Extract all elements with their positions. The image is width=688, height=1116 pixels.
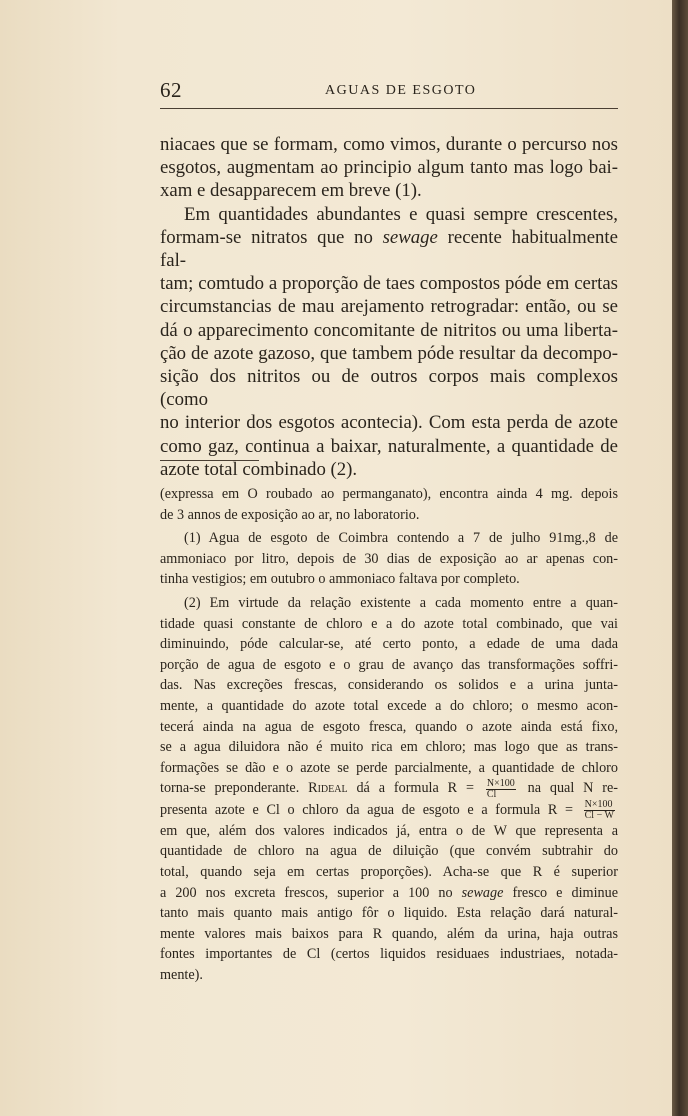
note-line: porção de agua de esgoto e o grau de avanço das transformações soffri-: [160, 656, 618, 673]
text-line: xam e desapparecem em breve (1).: [160, 180, 422, 202]
page-edge: [672, 0, 688, 1116]
note-line: [160, 883, 618, 904]
text-line: Em quantidades abundantes e quasi sempre crescentes,: [184, 203, 618, 225]
footnote-rule: [160, 460, 259, 461]
text-line: sição dos nitritos ou de outros corpos mais complexos (como: [160, 366, 618, 411]
footnote-1: [160, 528, 618, 590]
text-line: no interior dos esgotos acontecia). Com esta perda de azote: [160, 412, 618, 434]
note-line: formações se dão e o azote se perde parcialmente, a quantidade de chloro: [160, 759, 618, 776]
text-span: presenta azote e Cl o chloro da agua de esgoto e a formula R =: [160, 801, 581, 818]
emphasis-sewage: sewage: [461, 884, 504, 901]
note-line: (expressa em O roubado ao permanganato), encontra ainda 4 mg. depois: [160, 486, 618, 502]
page-number: 62: [160, 78, 182, 102]
text-line: circumstancias de mau arejamento retrogradar: então, ou se: [160, 296, 618, 318]
note-line: total, quando seja em certas proporções). Acha-se que R é superior: [160, 863, 618, 880]
note-line: diminuindo, póde calcular-se, até certo ponto, a edade de uma dada: [160, 636, 618, 653]
running-title: AGUAS DE ESGOTO: [325, 83, 477, 98]
note-line: quantidade de chloro na agua de diluição (que convém subtrahir do: [160, 843, 618, 860]
note-line: em que, além dos valores indicados já, entra o de W que representa a: [160, 822, 618, 839]
text-span: formam-se nitratos que no: [160, 226, 383, 248]
fraction-denominator: Cl: [486, 788, 497, 800]
note-line: (2) Em virtude da relação existente a cada momento entre a quan-: [184, 594, 618, 611]
footnote-2: [160, 593, 618, 986]
text-span: fresco e diminue: [503, 884, 619, 901]
note-line: tidade quasi constante de chloro e a do azote total combinado, que vai: [160, 615, 618, 632]
text-line: como gaz, continua a baixar, naturalmente, a quantidade de: [160, 435, 618, 457]
note-line: tecerá ainda na agua de esgoto fresca, quando o azote ainda está fixo,: [160, 718, 618, 735]
text-line: dá o apparecimento concomitante de nitritos ou uma liberta-: [160, 319, 618, 341]
formula-line: [160, 800, 618, 821]
note-line: fontes importantes de Cl (certos liquidos residuaes industriaes, notada-: [160, 946, 618, 963]
text-line: [160, 226, 618, 272]
note-line: se a agua diluidora não é muito rica em chloro; mas logo que as trans-: [160, 739, 618, 756]
note-line: tanto mais quanto mais antigo fôr o liquido. Esta relação dará natural-: [160, 905, 618, 922]
note-line: ammoniaco por litro, depois de 30 dias de exposição ao ar apenas con-: [160, 550, 618, 567]
text-line: tam; comtudo a proporção de taes compostos póde em certas: [160, 273, 618, 295]
fraction-denominator: Cl − W: [584, 809, 614, 821]
text-span: dá a formula R =: [347, 780, 483, 797]
text-line: esgotos, augmentam ao principio algum tanto mas logo bai-: [160, 157, 618, 179]
formula-fraction: [486, 779, 516, 800]
text-line: azote total combinado (2).: [160, 458, 358, 480]
text-span: a 200 nos excreta frescos, superior a 100 no: [160, 884, 462, 901]
footnotes: [160, 484, 618, 986]
text-span: torna-se preponderante.: [160, 780, 309, 797]
text-span: recente habitualmente fal-: [160, 226, 618, 272]
fraction-numerator: N×100: [486, 777, 515, 789]
footnote-continuation: [160, 484, 618, 525]
author-name: Rideal: [308, 780, 348, 797]
page-header: [160, 78, 618, 104]
note-line: mente valores mais baixos para R quando, além da urina, haja outras: [160, 925, 618, 942]
note-line: mente, a quantidade do azote total excede a do chloro; o mesmo acon-: [160, 697, 618, 714]
text-span: na qual N re-: [518, 780, 619, 797]
emphasis-sewage: sewage: [382, 226, 438, 248]
header-rule: [160, 108, 618, 109]
note-line: de 3 annos de exposição ao ar, no laboratorio.: [160, 506, 420, 523]
main-text: [160, 133, 618, 481]
note-line: tinha vestigios; em outubro o ammoniaco faltava por completo.: [160, 571, 520, 588]
text-line: niacaes que se formam, como vimos, durante o percurso nos: [160, 134, 618, 155]
fraction-numerator: N×100: [584, 800, 615, 811]
note-line: das. Nas excreções frescas, considerando os solidos e a urina junta-: [160, 677, 618, 694]
formula-line: [160, 778, 618, 799]
formula-fraction: [584, 800, 615, 821]
text-line: ção de azote gazoso, que tambem póde resultar da decompo-: [160, 342, 618, 364]
note-line: (1) Agua de esgoto de Coimbra contendo a 7 de julho 91mg.,8 de: [184, 530, 618, 547]
note-line: mente).: [160, 966, 203, 983]
